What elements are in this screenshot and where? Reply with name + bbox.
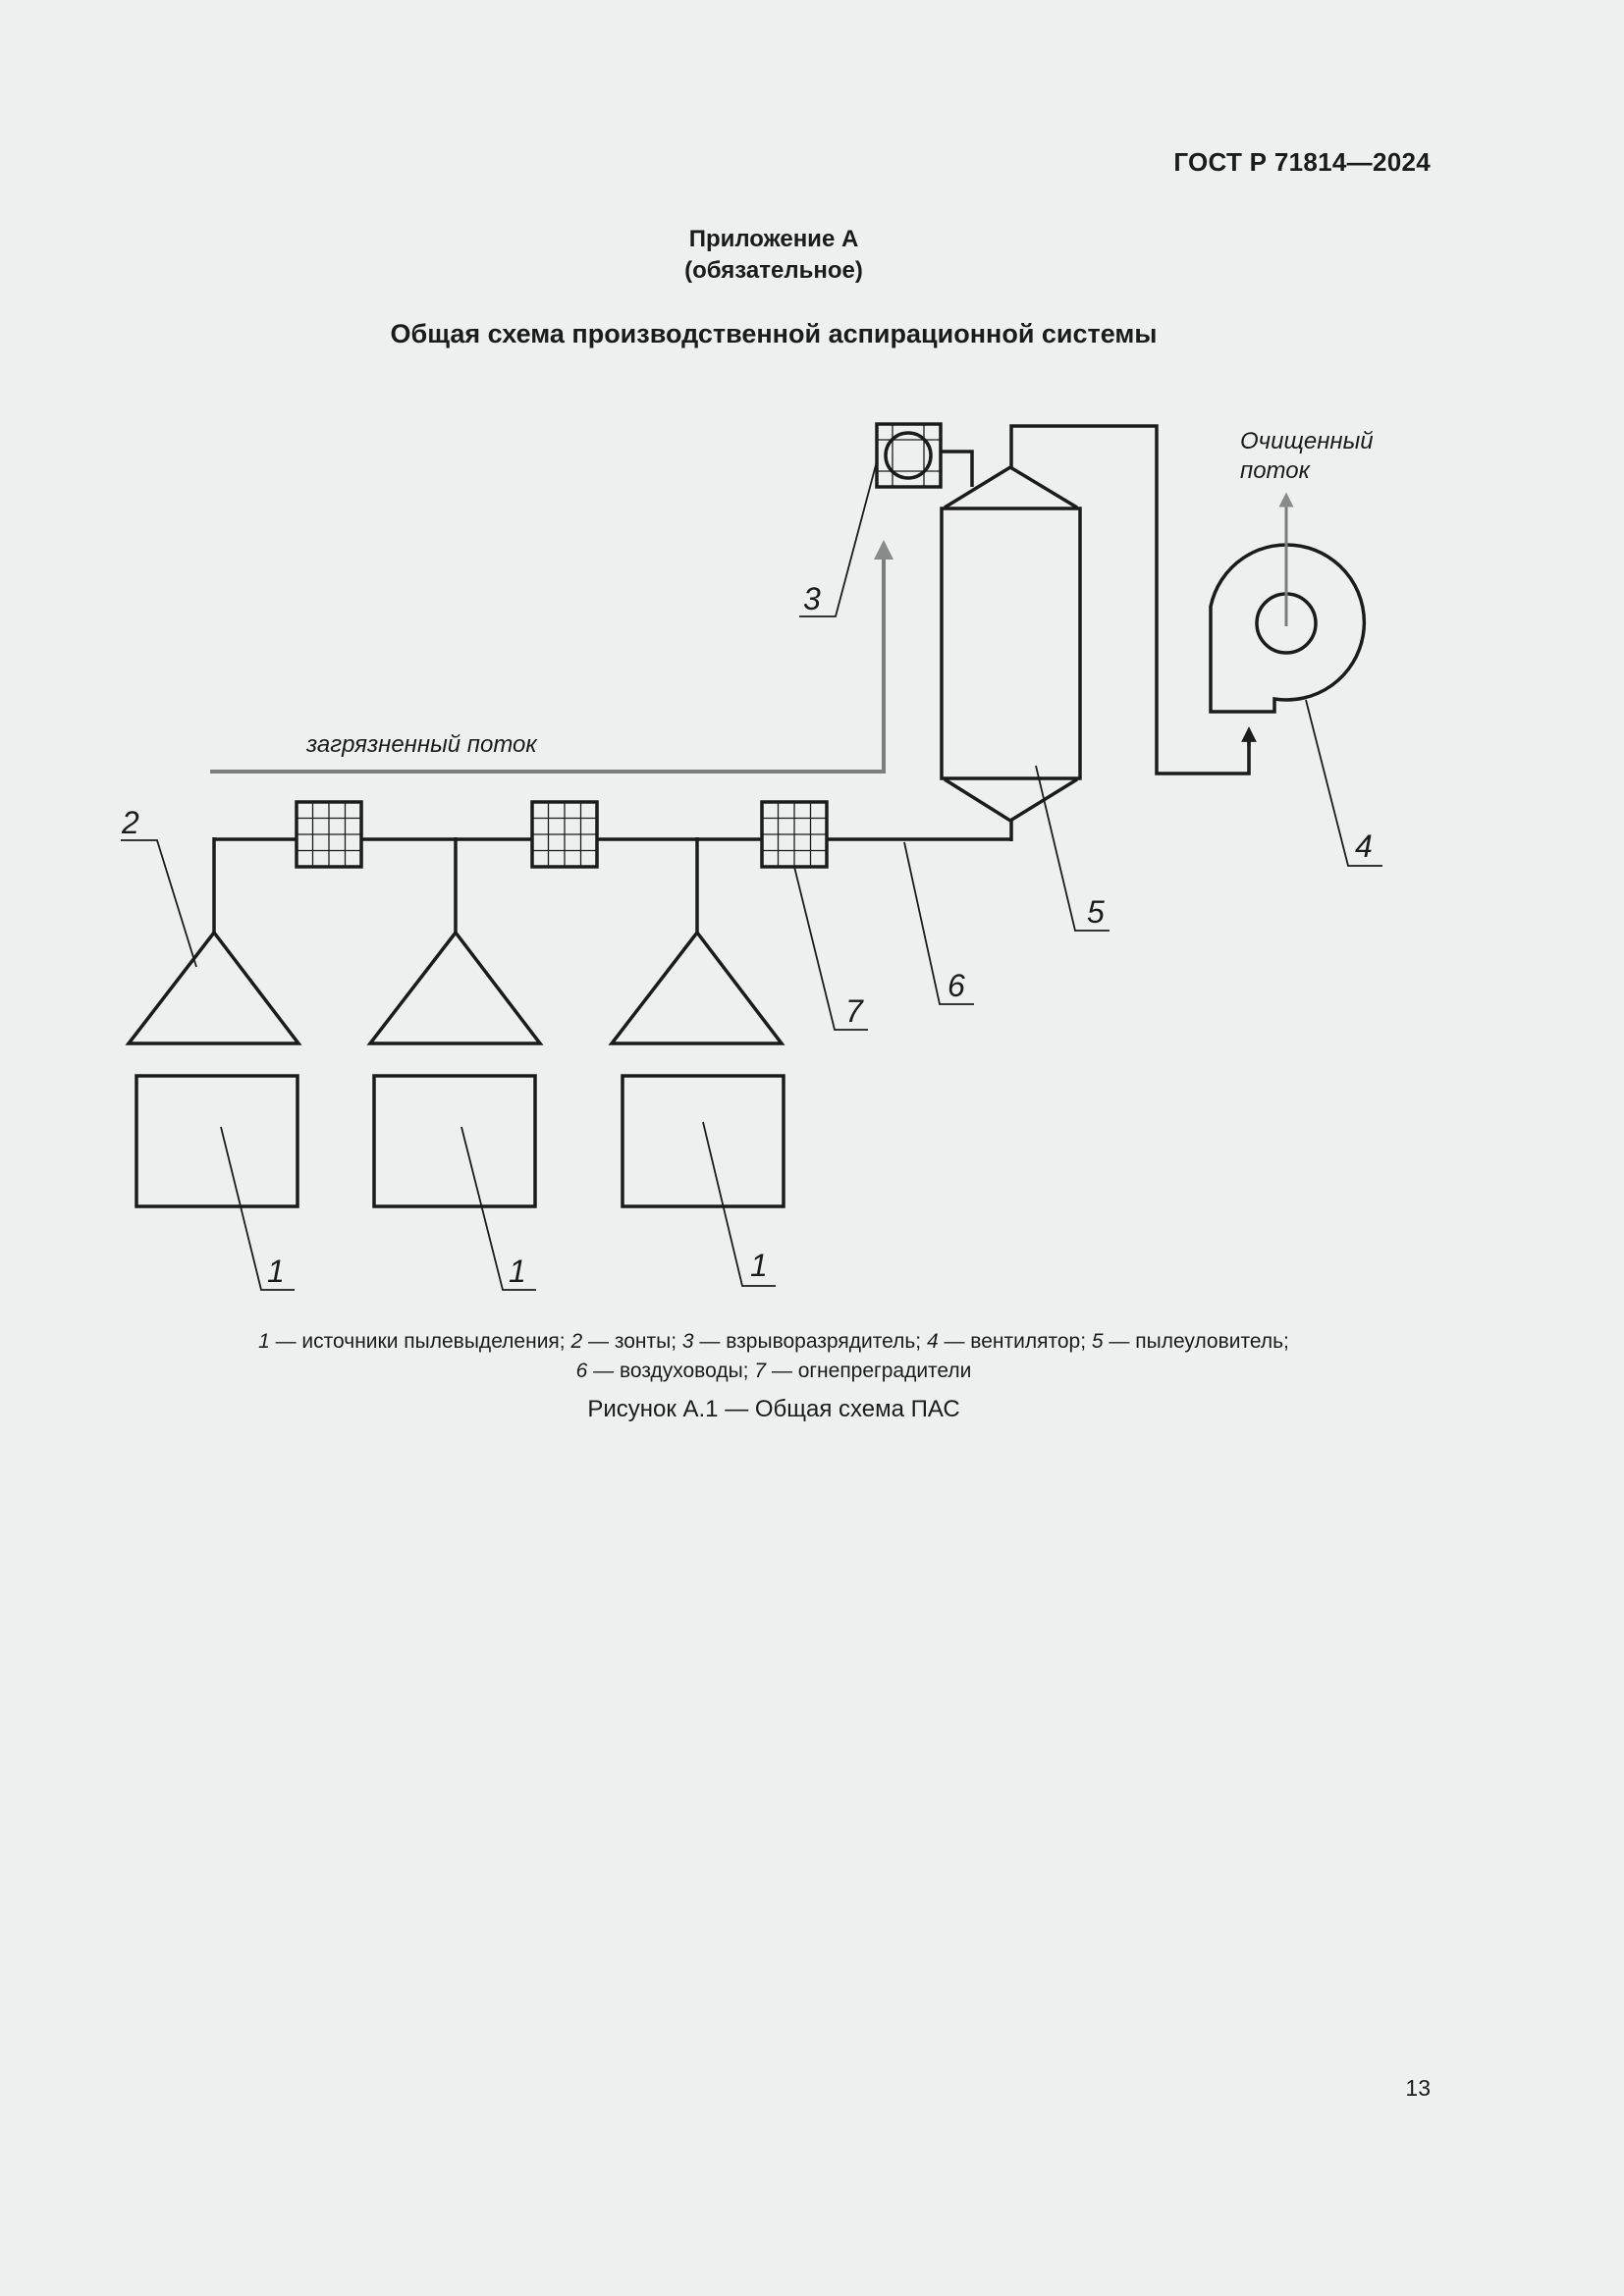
hood-2 <box>370 933 540 1043</box>
dust-source-3 <box>623 1076 784 1206</box>
legend-line-2: 6 — воздуховоды; 7 — огнепреградители <box>575 1360 972 1382</box>
dust-collector-body <box>942 508 1080 778</box>
flame-arrester-3 <box>762 802 827 867</box>
dust-source-2 <box>374 1076 535 1206</box>
hood-1 <box>129 933 298 1043</box>
figure-legend <box>0 1327 1547 1386</box>
appendix-status: (обязательное) <box>684 257 863 284</box>
flame-arrester-1 <box>297 802 361 867</box>
callout-7: 7 <box>845 993 863 1029</box>
callout-1c: 1 <box>750 1248 768 1283</box>
flame-arrester-2 <box>532 802 597 867</box>
figure-caption: Рисунок А.1 — Общая схема ПАС <box>587 1396 960 1422</box>
leader-line-2 <box>121 840 196 967</box>
callout-4: 4 <box>1355 828 1373 864</box>
dust-collector-bottom-cone <box>945 779 1077 821</box>
document-code: ГОСТ Р 71814—2024 <box>1173 147 1431 177</box>
legend-line-1: 1 — источники пылевыделения; 2 — зонты; 3 — взрыворазрядитель; 4 — вентилятор; 5 — пылеуловитель; <box>258 1330 1289 1353</box>
appendix-title: Приложение А <box>688 226 859 252</box>
vent-connection-duct <box>941 452 972 487</box>
dust-source-1 <box>136 1076 298 1206</box>
hood-3 <box>612 933 782 1043</box>
clean-flow-label-1: Очищенный <box>1240 428 1374 454</box>
callout-1a: 1 <box>267 1254 285 1289</box>
callout-5: 5 <box>1087 894 1105 930</box>
dirty-flow-label: загрязненный поток <box>306 731 537 758</box>
clean-flow-label-2: поток <box>1240 457 1310 484</box>
callout-1b: 1 <box>509 1254 526 1289</box>
section-title: Общая схема производственной аспирационной системы <box>390 319 1158 348</box>
callout-6: 6 <box>947 968 965 1003</box>
callout-3: 3 <box>803 581 821 616</box>
callout-2: 2 <box>122 805 139 840</box>
page-number: 13 <box>1405 2075 1431 2101</box>
dust-collector-top-cone <box>945 467 1077 507</box>
